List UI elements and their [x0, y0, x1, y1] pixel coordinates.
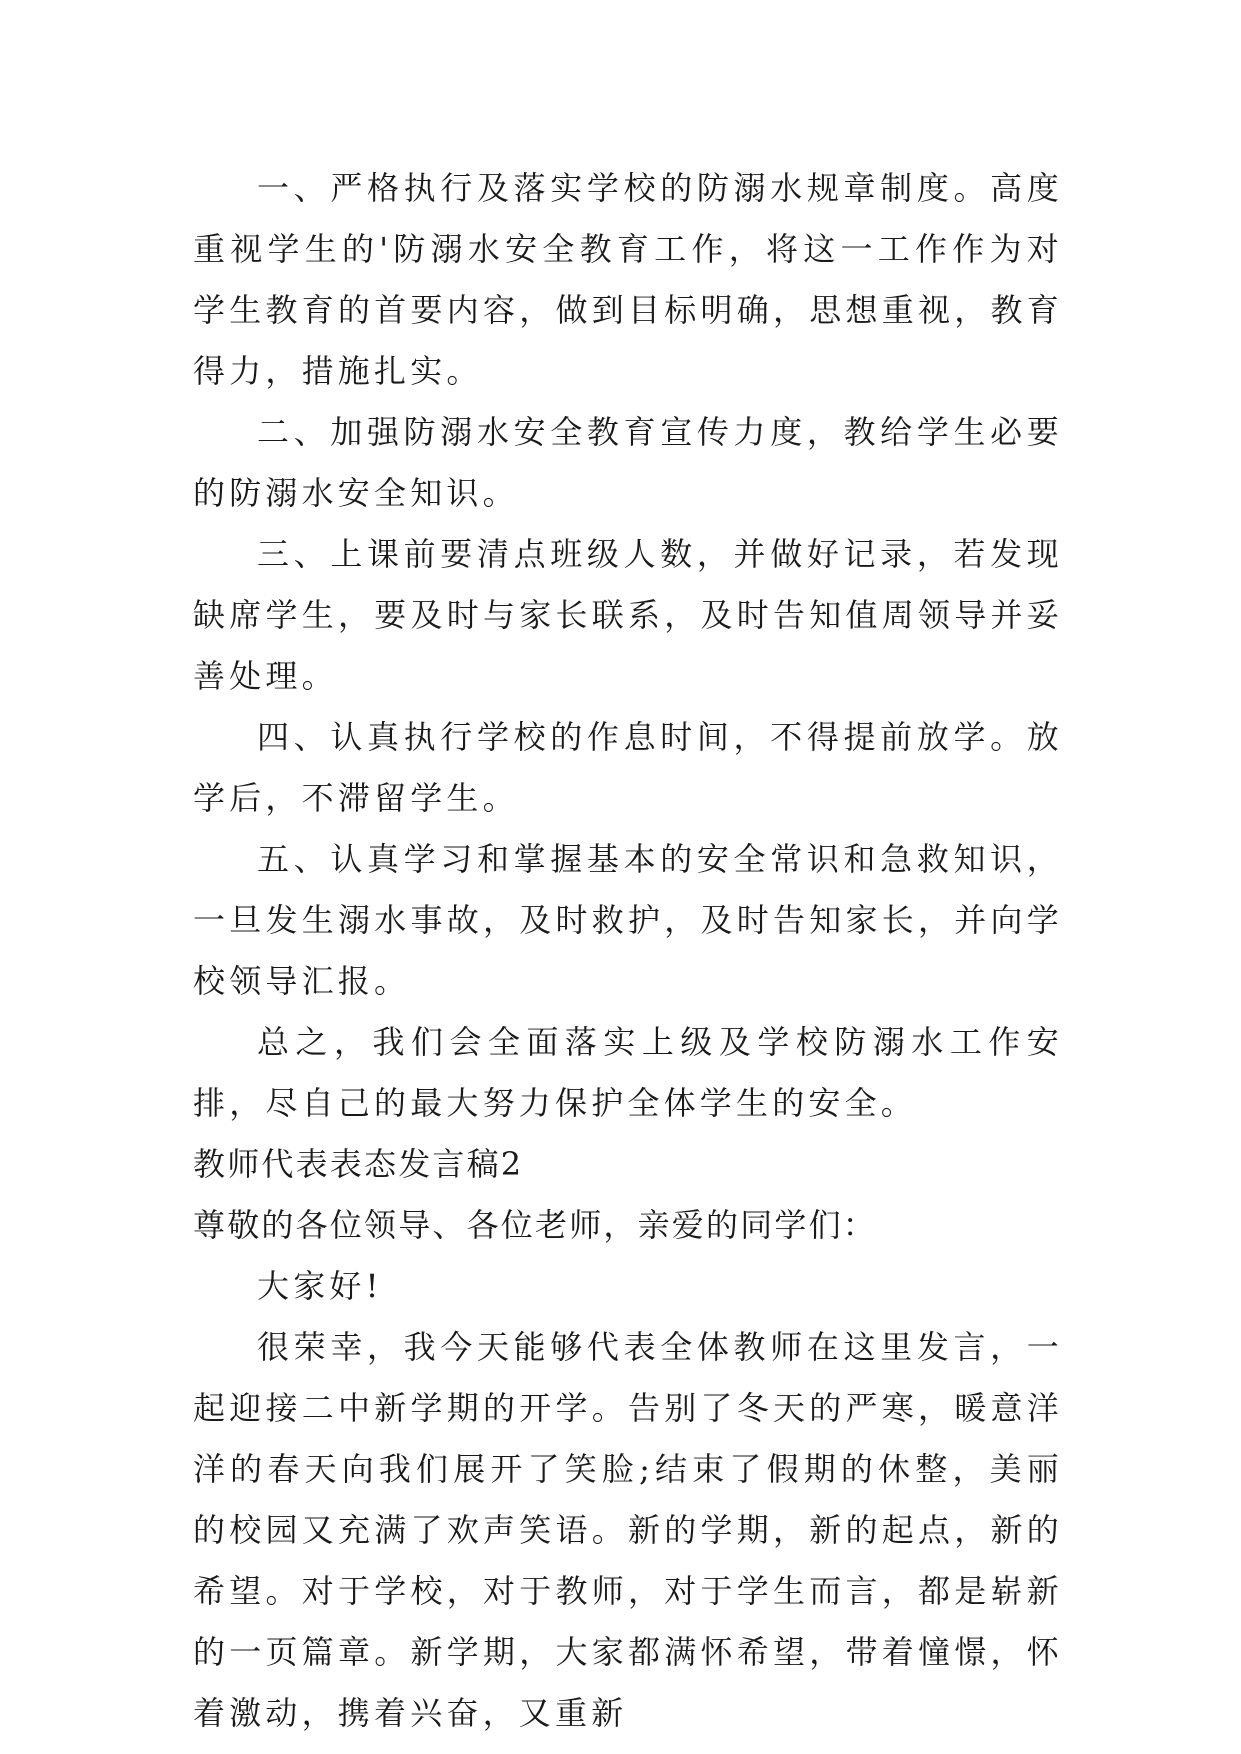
paragraph-summary: 总之，我们会全面落实上级及学校防溺水工作安排，尽自己的最大努力保护全体学生的安全。 [193, 1023, 1063, 1122]
section-heading: 教师代表表态发言稿2 [193, 1145, 524, 1183]
paragraph-rule-3: 三、上课前要清点班级人数，并做好记录，若发现缺席学生，要及时与家长联系，及时告知值周领导并妥善处理。 [193, 535, 1063, 695]
paragraph-speech-body: 很荣幸，我今天能够代表全体教师在这里发言，一起迎接二中新学期的开学。告别了冬天的严寒，暖意洋洋的春天向我们展开了笑脸;结束了假期的休整，美丽的校园又充满了欢声笑语。新的学期，新的起点，新的希望。对于学校，对于教师，对于学生而言，都是崭新的一页篇章。新学期，大家都满怀希望，带着憧憬，怀着激动，携着兴奋，又重新 [193, 1328, 1063, 1732]
paragraph-rule-1: 一、严格执行及落实学校的防溺水规章制度。高度重视学生的'防溺水安全教育工作，将这一工作作为对学生教育的首要内容，做到目标明确，思想重视，教育得力，措施扎实。 [193, 169, 1063, 390]
document-body [193, 158, 1063, 1744]
paragraph-rule-5: 五、认真学习和掌握基本的安全常识和急救知识，一旦发生溺水事故，及时救护，及时告知家长，并向学校领导汇报。 [193, 840, 1063, 1000]
salutation: 尊敬的各位领导、各位老师，亲爱的同学们： [193, 1206, 878, 1244]
paragraph-rule-4: 四、认真执行学校的作息时间，不得提前放学。放学后，不滞留学生。 [193, 718, 1063, 817]
paragraph-rule-2: 二、加强防溺水安全教育宣传力度，教给学生必要的防溺水安全知识。 [193, 413, 1063, 512]
greeting: 大家好! [257, 1267, 383, 1305]
